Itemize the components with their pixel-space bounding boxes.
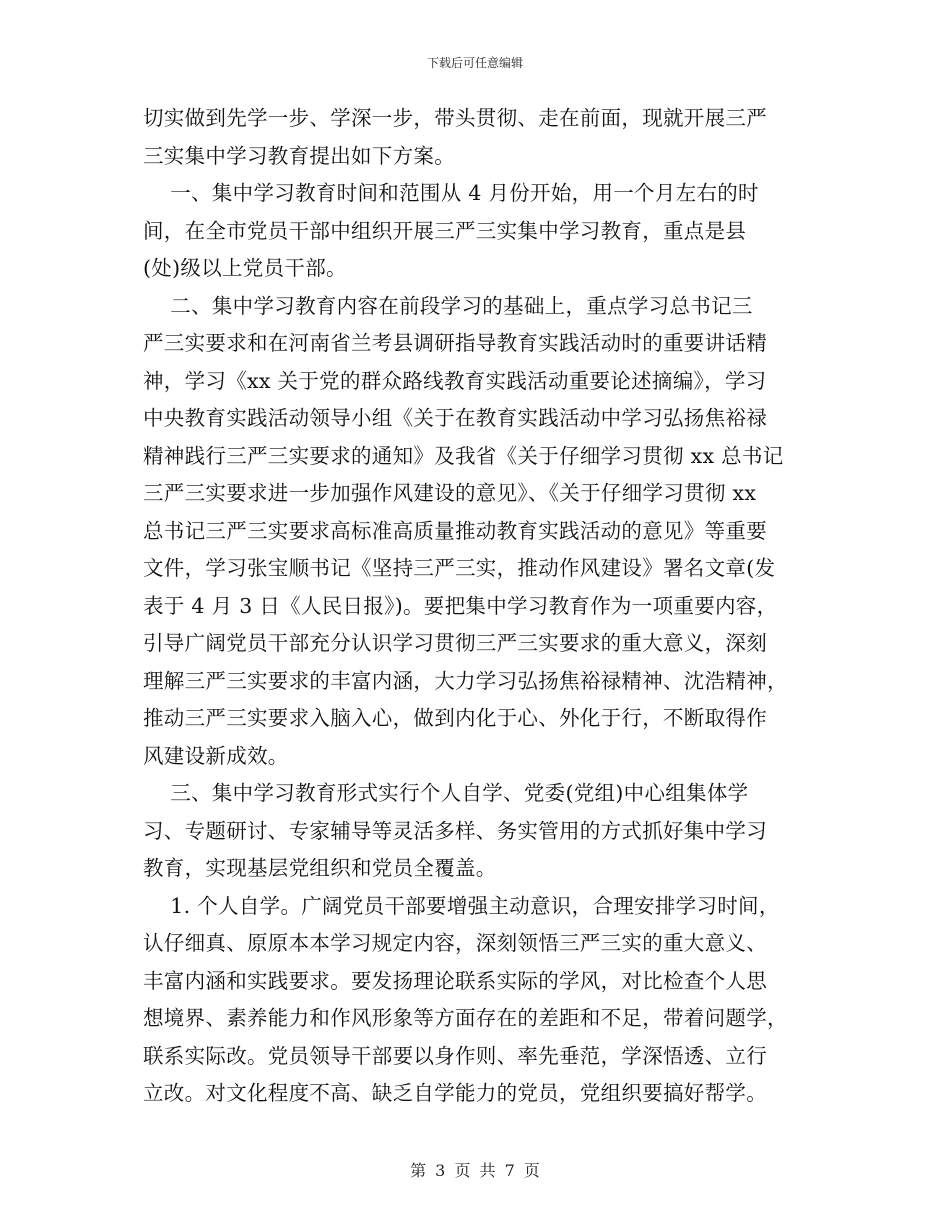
text-line: 三严三实要求进一步加强作风建设的意见》、《关于仔细学习贯彻 xx [143,481,757,505]
text-line: 神，学习《xx 关于党的群众路线教育实践活动重要论述摘编》，学习 [143,368,767,393]
text-line: 文件，学习张宝顺书记《坚持三严三实，推动作风建设》署名文章(发 [143,556,776,580]
page-header-note: 下载后可任意编辑 [426,56,523,70]
text-line: 认仔细真、原原本本学习规定内容，深刻领悟三严三实的重大意义、 [143,931,767,955]
text-line: 习、专题研讨、专家辅导等灵活多样、务实管用的方式抓好集中学习 [143,818,767,843]
text-line: 引导广阔党员干部充分认识学习贯彻三严三实要求的重大意义，深刻 [143,631,767,655]
text-line: 想境界、素养能力和作风形象等方面存在的差距和不足，带着问题学， [143,1006,788,1030]
page-number-footer: 第 3 页 共 7 页 [410,1161,540,1180]
text-line: 间，在全市党员干部中组织开展三严三实集中学习教育，重点是县 [143,218,747,243]
text-line: 教育，实现基层党组织和党员全覆盖。 [143,856,497,880]
text-line: 立改。对文化程度不高、缺乏自学能力的党员，党组织要搞好帮学。 [143,1081,767,1105]
text-line: 风建设新成效。 [143,743,289,768]
text-line: 二、集中学习教育内容在前段学习的基础上，重点学习总书记三 [143,293,753,318]
text-line: 1. 个人自学。广阔党员干部要增强主动意识，合理安排学习时间， [143,893,780,918]
text-line: 总书记三严三实要求高标准高质量推动教育实践活动的意见》等重要 [143,518,767,543]
text-line: 三实集中学习教育提出如下方案。 [143,143,455,168]
text-line: 丰富内涵和实践要求。要发扬理论联系实际的学风，对比检查个人思 [143,968,767,993]
text-line: 切实做到先学一步、学深一步，带头贯彻、走在前面，现就开展三严 [143,106,767,130]
text-line: 三、集中学习教育形式实行个人自学、党委(党组)中心组集体学 [143,781,749,805]
text-line: 精神践行三严三实要求的通知》及我省《关于仔细学习贯彻 xx 总书记 [143,443,784,468]
text-line: (处)级以上党员干部。 [143,256,347,280]
text-line: 严三实要求和在河南省兰考县调研指导教育实践活动时的重要讲话精 [143,331,767,355]
text-line: 联系实际改。党员领导干部要以身作则、率先垂范，学深悟透、立行 [143,1043,767,1068]
text-line: 推动三严三实要求入脑入心，做到内化于心、外化于行，不断取得作 [143,706,767,730]
text-line: 理解三严三实要求的丰富内涵，大力学习弘扬焦裕禄精神、沈浩精神， [143,668,788,693]
text-line: 一、集中学习教育时间和范围从 4 月份开始，用一个月左右的时 [143,181,759,205]
text-line: 中央教育实践活动领导小组《关于在教育实践活动中学习弘扬焦裕禄 [143,406,767,430]
document-body [143,100,808,1113]
text-line: 表于 4 月 3 日《人民日报》)。要把集中学习教育作为一项重要内容， [143,593,778,618]
